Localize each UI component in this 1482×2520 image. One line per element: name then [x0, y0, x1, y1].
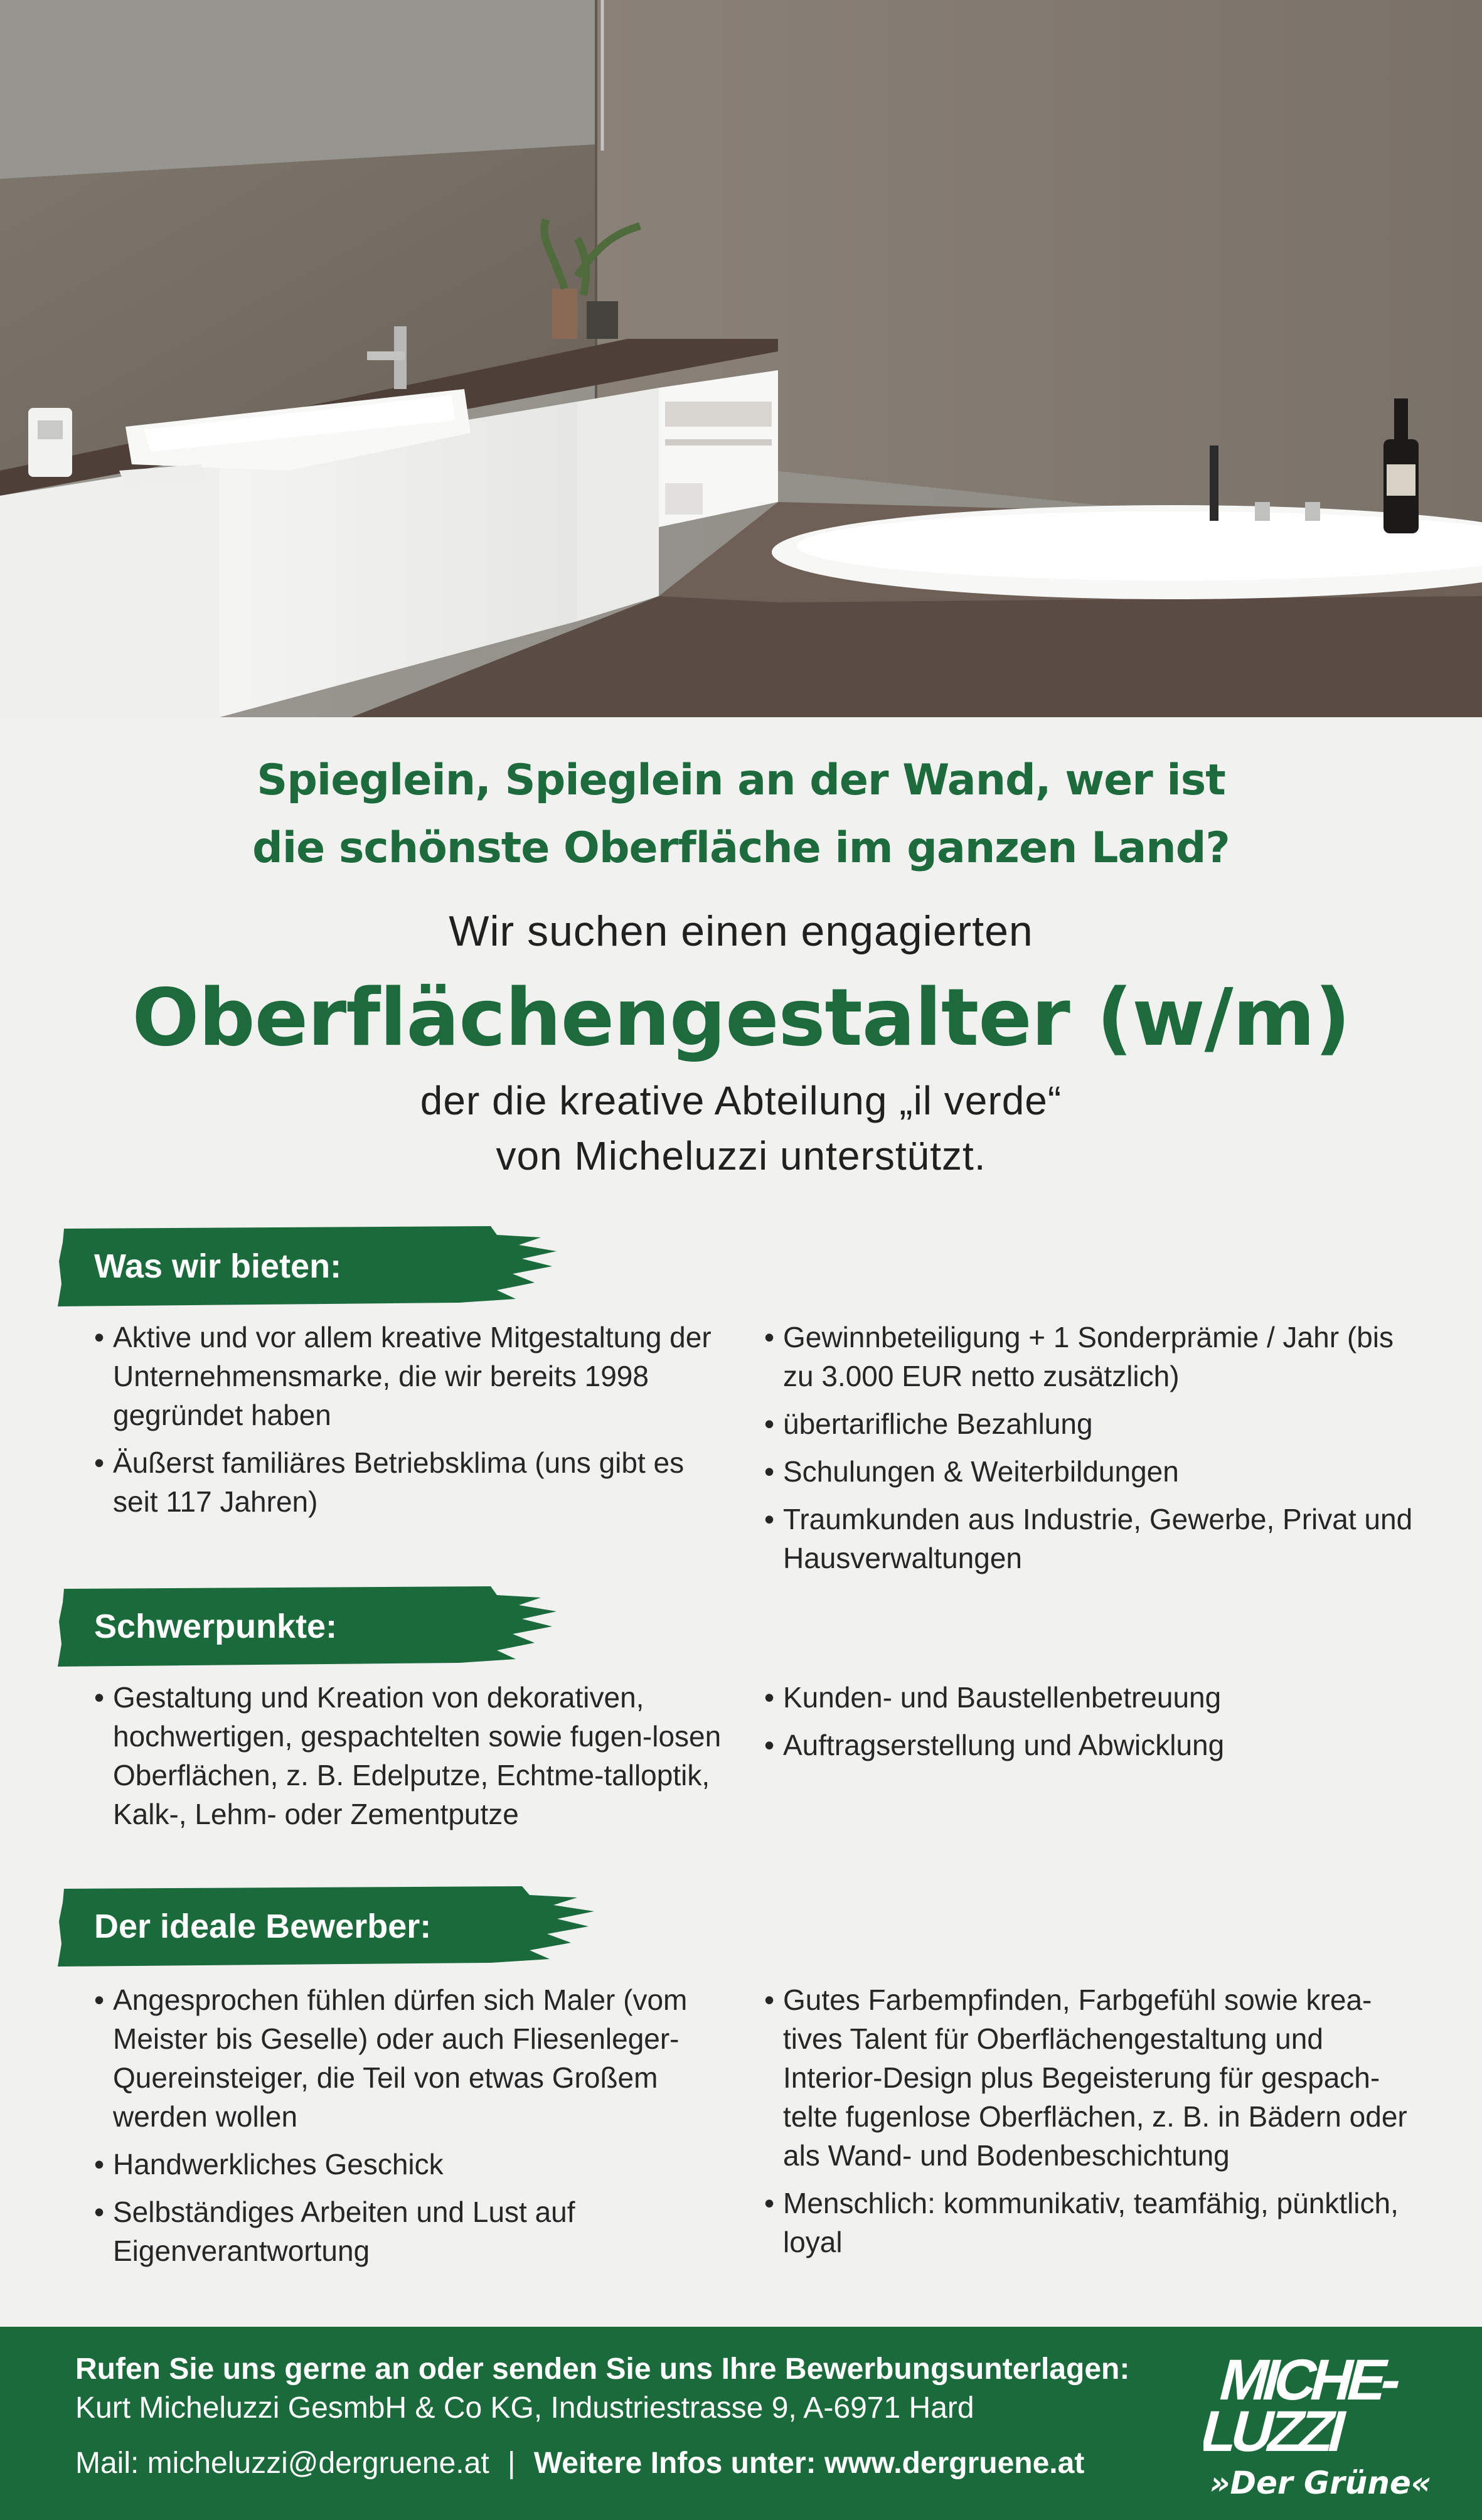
section-title-schwerpunkte: Schwerpunkte: [94, 1608, 338, 1645]
bewerber-right-list [764, 1980, 1429, 2261]
bullet-item: • Äußerst familiäres Betriebsklima (uns gibt es seit 117 Jahren) [94, 1443, 722, 1521]
footer-separator: | [508, 2447, 516, 2480]
job-title: Oberflächengestalter (w/m) [132, 971, 1350, 1064]
footer-mail-link[interactable]: Mail: micheluzzi@dergruene.at [75, 2447, 489, 2480]
bullet-item: • Handwerkliches Geschick [94, 2145, 722, 2184]
bewerber-left-column [94, 1980, 722, 2279]
schwerpunkte-right-list [764, 1678, 1429, 1765]
hero-bathroom-photo [0, 0, 1482, 717]
footer-website-link[interactable]: Weitere Infos unter: www.dergruene.at [533, 2447, 1085, 2480]
tagline [0, 747, 1482, 882]
bullet-item: • Schulungen & Weiterbildungen [764, 1452, 1429, 1491]
bullet-item: • Aktive und vor allem kreative Mitgestaltung der Unternehmensmarke, die wir bereits 1998 gegründet haben [94, 1318, 722, 1434]
section-title-bieten: Was wir bieten: [94, 1247, 342, 1285]
schwerpunkte-left-column [94, 1678, 722, 1842]
footer-address: Kurt Micheluzzi GesmbH & Co KG, Industriestrasse 9, A-6971 Hard [75, 2391, 974, 2425]
job-description [0, 1073, 1482, 1183]
description-line-1: der die kreative Abteilung „il verde“ [420, 1078, 1062, 1123]
micheluzzi-logo [1203, 2351, 1448, 2501]
bathroom-illustration [0, 0, 1482, 717]
bullet-item: • Kunden- und Baustellenbetreuung [764, 1678, 1429, 1717]
footer-contact-bar [0, 2327, 1482, 2520]
bullet-item: • Angesprochen fühlen dürfen sich Maler (vom Meister bis Geselle) oder auch Fliesenleger-Quereinsteiger, die Teil von etwas Großem werden wollen [94, 1980, 722, 2136]
tagline-line-2: die schönste Oberfläche im ganzen Land? [252, 823, 1230, 873]
logo-word-1: MICHE- [1213, 2351, 1405, 2412]
section-banner-schwerpunkte [58, 1584, 560, 1669]
logo-tagline: »Der Grüne« [1210, 2465, 1432, 2501]
section-banner-bewerber [58, 1884, 597, 1969]
bieten-left-column [94, 1318, 722, 1530]
bullet-item: • übertarifliche Bezahlung [764, 1404, 1429, 1443]
bewerber-right-column [764, 1980, 1429, 2270]
micheluzzi-logo-icon [1203, 2351, 1448, 2464]
bullet-item: • Gewinnbeteiligung + 1 Sonderprämie / Jahr (bis zu 3.000 EUR netto zusätzlich) [764, 1318, 1429, 1396]
bieten-right-column [764, 1318, 1429, 1586]
bieten-right-list [764, 1318, 1429, 1578]
bullet-item: • Gestaltung und Kreation von dekorativen, hochwertigen, gespachtelten sowie fugen-losen Oberflächen, z. B. Edelputze, Echtme-talloptik, Kalk-, Lehm- oder Zementputze [94, 1678, 722, 1834]
section-title-bewerber: Der ideale Bewerber: [94, 1908, 432, 1945]
bullet-item: • Gutes Farbempfinden, Farbgefühl sowie krea-tives Talent für Oberflächengestaltung und Interior-Design plus Begeisterung für gespach-telte fugenlose Oberflächen, z. B. in Bädern oder als Wand- und Bodenbeschichtung [764, 1980, 1429, 2175]
bullet-item: • Traumkunden aus Industrie, Gewerbe, Privat und Hausverwaltungen [764, 1500, 1429, 1578]
bewerber-left-list [94, 1980, 722, 2270]
logo-word-2: LUZZI [1203, 2398, 1349, 2464]
bullet-item: • Auftragserstellung und Abwicklung [764, 1726, 1429, 1765]
bieten-left-list [94, 1318, 722, 1521]
intro-text: Wir suchen einen engagierten [449, 907, 1033, 955]
schwerpunkte-right-column [764, 1678, 1429, 1773]
footer-contact-line [75, 2446, 1084, 2480]
schwerpunkte-left-list [94, 1678, 722, 1834]
bullet-item: • Menschlich: kommunikativ, teamfähig, pünktlich, loyal [764, 2184, 1429, 2261]
tagline-line-1: Spieglein, Spieglein an der Wand, wer ist [257, 755, 1225, 805]
bullet-item: • Selbständiges Arbeiten und Lust auf Eigenverantwortung [94, 2192, 722, 2270]
section-banner-bieten [58, 1224, 560, 1309]
description-line-2: von Micheluzzi unterstützt. [496, 1133, 986, 1178]
footer-cta: Rufen Sie uns gerne an oder senden Sie uns Ihre Bewerbungsunterlagen: [75, 2352, 1130, 2386]
